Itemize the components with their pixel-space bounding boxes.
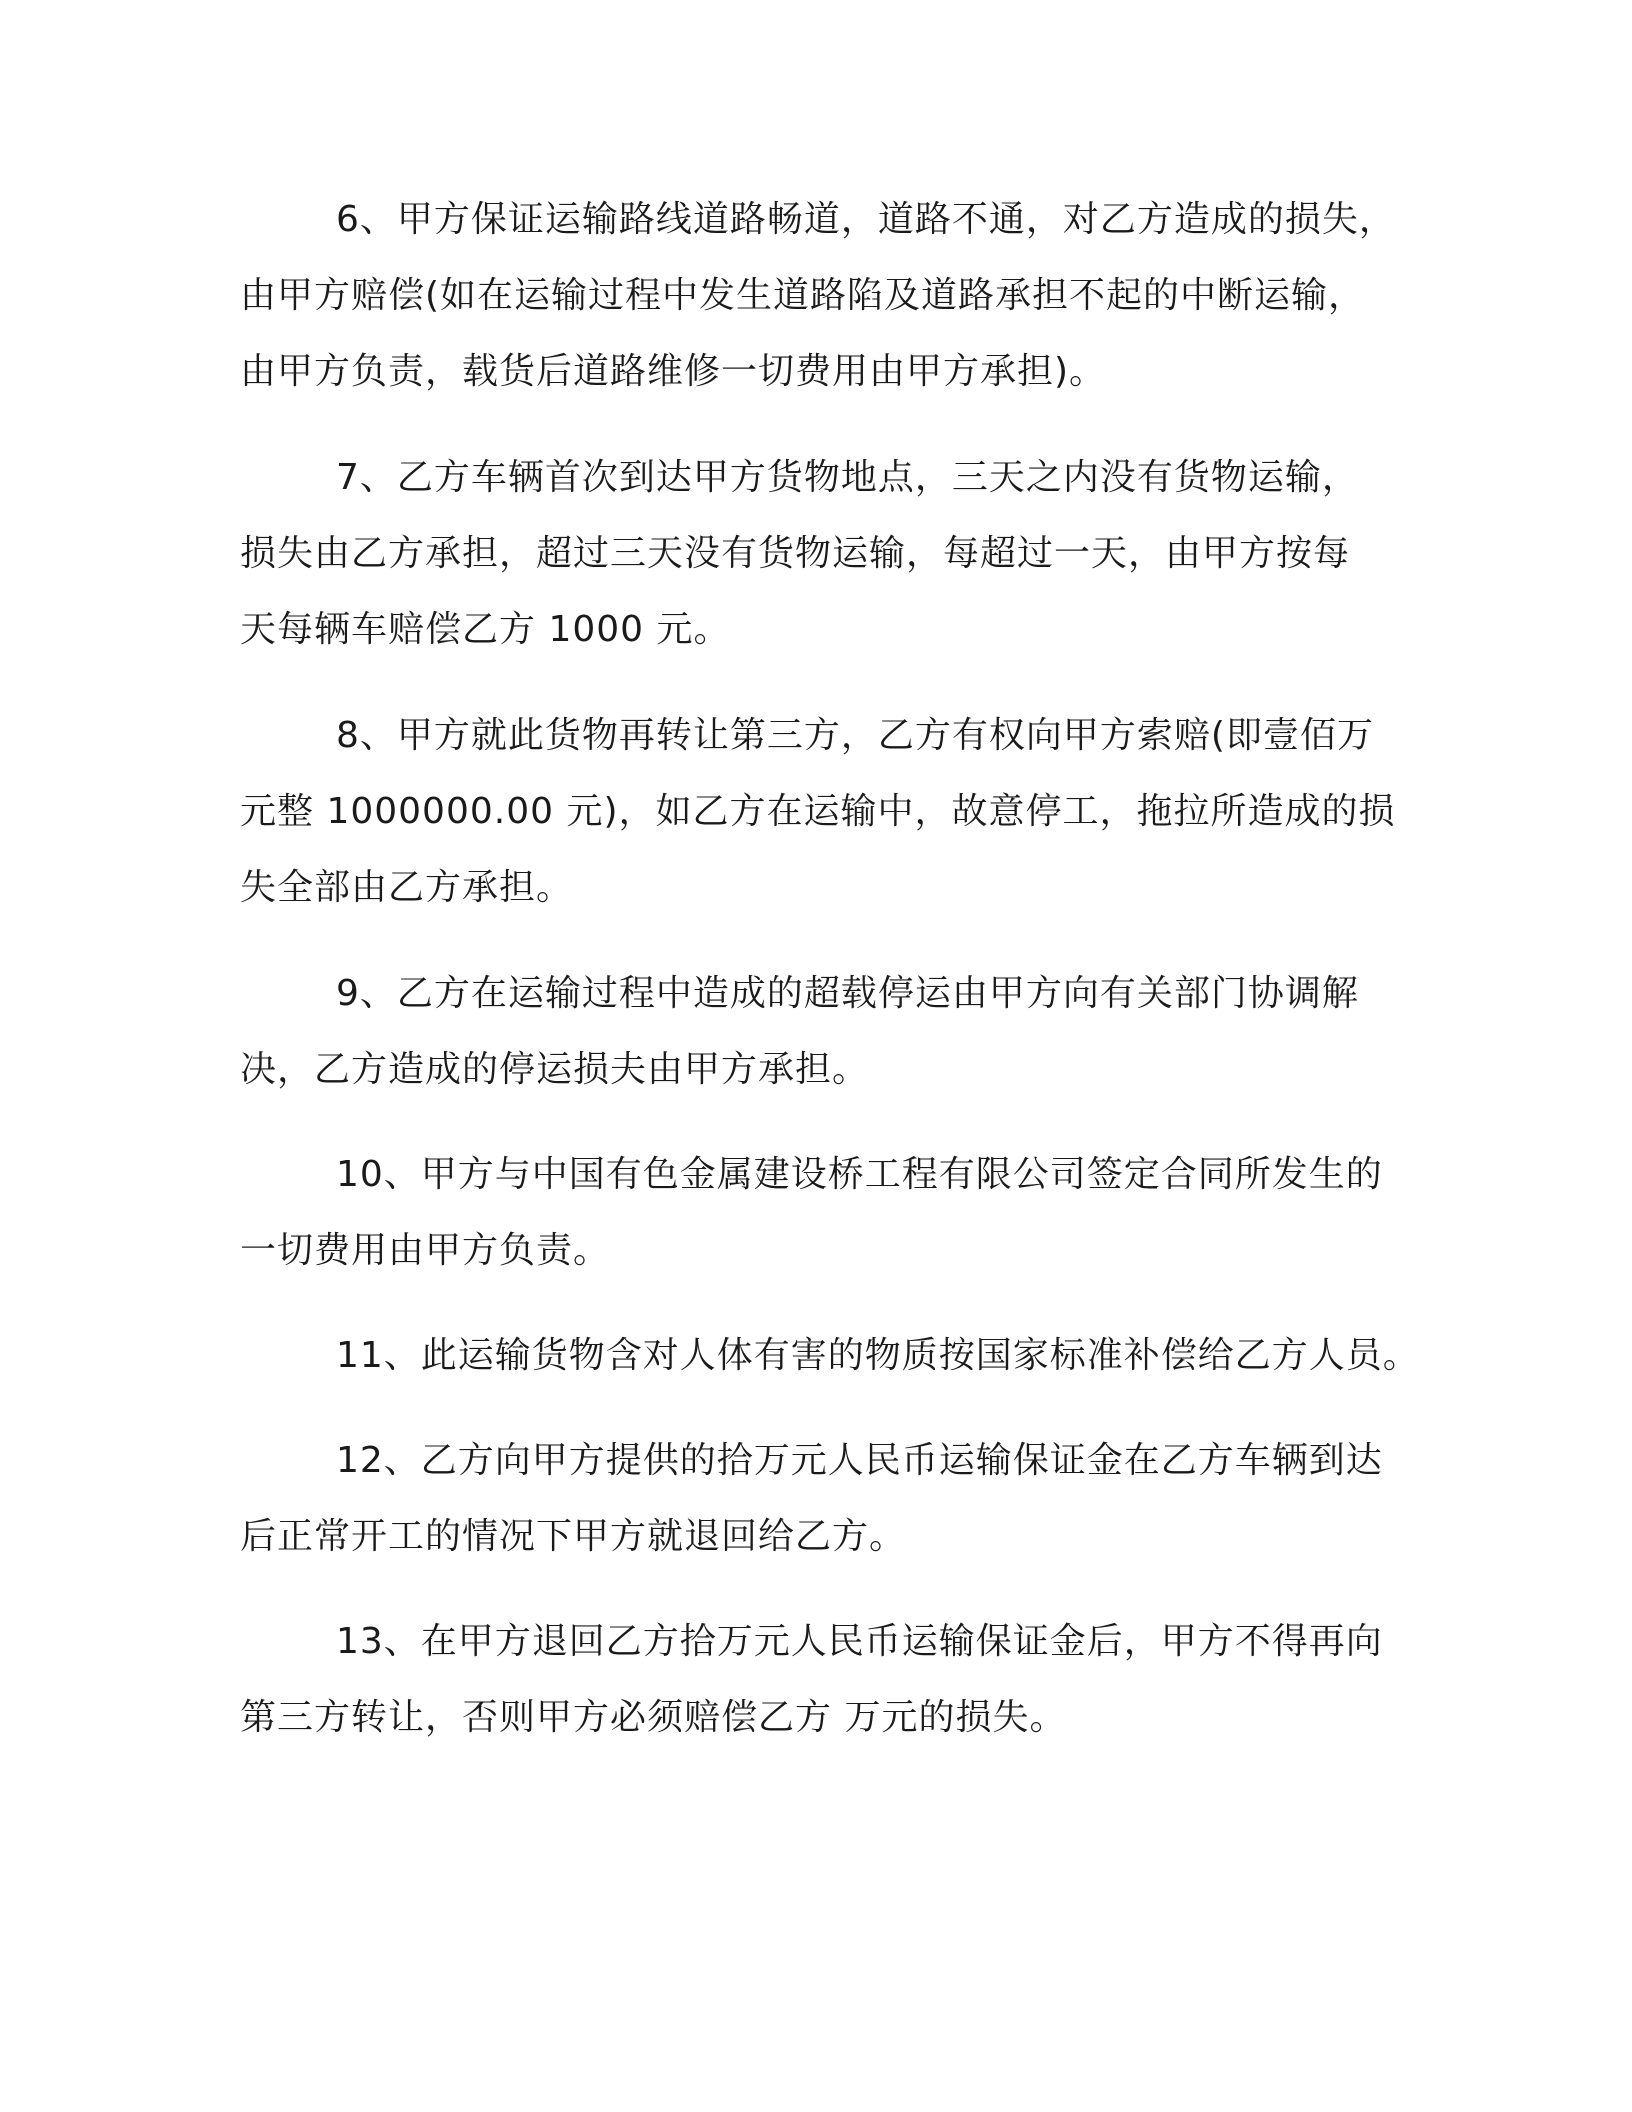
- clause-line: 8、甲方就此货物再转让第三方，乙方有权向甲方索赔(即壹佰万: [336, 715, 1374, 756]
- clause-13: [240, 1604, 1420, 1756]
- clause-line: 一切费用由甲方负责。: [240, 1230, 611, 1271]
- clause-line: 9、乙方在运输过程中造成的超载停运由甲方向有关部门协调解: [336, 973, 1359, 1014]
- clause-11: [240, 1318, 1420, 1394]
- clause-line: 10、甲方与中国有色金属建设桥工程有限公司签定合同所发生的: [336, 1154, 1383, 1195]
- clause-12: [240, 1423, 1420, 1575]
- clause-line: 7、乙方车辆首次到达甲方货物地点，三天之内没有货物运输，: [336, 457, 1359, 498]
- clause-line: 失全部由乙方承担。: [240, 867, 574, 908]
- clause-line: 天每辆车赔偿乙方 1000 元。: [240, 609, 731, 650]
- clause-line: 由甲方赔偿(如在运输过程中发生道路陷及道路承担不起的中断运输，: [240, 275, 1366, 316]
- clause-line: 由甲方负责，载货后道路维修一切费用由甲方承担)。: [240, 351, 1107, 392]
- clause-6: [240, 182, 1420, 410]
- clause-line: 决，乙方造成的停运损夫由甲方承担。: [240, 1049, 870, 1090]
- clause-8: [240, 698, 1420, 926]
- clause-line: 11、此运输货物含对人体有害的物质按国家标准补偿给乙方人员。: [336, 1335, 1420, 1376]
- clause-line: 后正常开工的情况下甲方就退回给乙方。: [240, 1516, 907, 1557]
- clause-7: [240, 440, 1420, 668]
- clause-line: 6、甲方保证运输路线道路畅道，道路不通，对乙方造成的损失，: [336, 199, 1396, 240]
- clause-line: 13、在甲方退回乙方拾万元人民币运输保证金后，甲方不得再向: [336, 1621, 1383, 1662]
- clause-line: 损失由乙方承担，超过三天没有货物运输，每超过一天，由甲方按每: [240, 533, 1351, 574]
- clause-line: 12、乙方向甲方提供的拾万元人民币运输保证金在乙方车辆到达: [336, 1440, 1383, 1481]
- clause-line: 元整 1000000.00 元)，如乙方在运输中，故意停工，拖拉所造成的损: [240, 791, 1396, 832]
- clause-line: 第三方转让，否则甲方必须赔偿乙方 万元的损失。: [240, 1697, 1067, 1738]
- clause-10: [240, 1137, 1420, 1289]
- clause-9: [240, 956, 1420, 1108]
